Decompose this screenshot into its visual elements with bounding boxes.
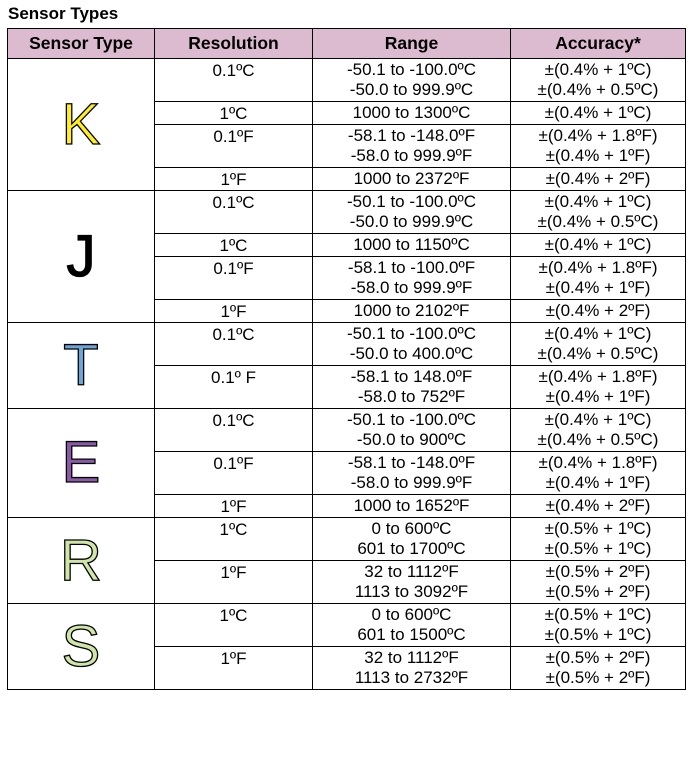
range-line: -50.0 to 400.0ºC bbox=[349, 344, 474, 363]
range-cell bbox=[313, 323, 511, 366]
resolution-cell: 1ºF bbox=[155, 561, 313, 604]
table-row bbox=[8, 59, 686, 102]
range-line: 1113 to 3092ºF bbox=[354, 582, 469, 601]
accuracy-cell bbox=[511, 300, 686, 323]
range-line: -58.0 to 999.9ºF bbox=[350, 473, 473, 492]
accuracy-cell bbox=[511, 191, 686, 234]
accuracy-line: ±(0.5% + 1ºC) bbox=[544, 625, 652, 644]
accuracy-cell bbox=[511, 168, 686, 191]
header-sensor-type: Sensor Type bbox=[8, 29, 155, 59]
range-line: -50.1 to -100.0ºC bbox=[346, 410, 477, 429]
range-line: -50.1 to -100.0ºC bbox=[346, 60, 477, 79]
accuracy-line: ±(0.4% + 1.8ºF) bbox=[538, 367, 658, 386]
resolution-cell: 0.1º F bbox=[155, 366, 313, 409]
accuracy-line: ±(0.4% + 1ºF) bbox=[545, 387, 651, 406]
sensor-type-cell bbox=[8, 59, 155, 191]
table-row bbox=[8, 518, 686, 561]
range-cell bbox=[313, 518, 511, 561]
range-line: 0 to 600ºC bbox=[371, 605, 452, 624]
table-row bbox=[8, 323, 686, 366]
range-line: -58.1 to -148.0ºF bbox=[347, 453, 476, 472]
range-line: -50.0 to 999.9ºC bbox=[349, 80, 474, 99]
resolution-cell: 1ºF bbox=[155, 647, 313, 690]
range-line: -58.1 to -148.0ºF bbox=[347, 126, 476, 145]
sensor-type-cell bbox=[8, 604, 155, 690]
accuracy-cell bbox=[511, 323, 686, 366]
range-line: 1000 to 2102ºF bbox=[353, 301, 470, 320]
range-line: 32 to 1112ºF bbox=[364, 562, 459, 581]
resolution-cell: 1ºF bbox=[155, 495, 313, 518]
sensor-types-table bbox=[7, 28, 686, 690]
accuracy-cell bbox=[511, 234, 686, 257]
accuracy-line: ±(0.4% + 1.8ºF) bbox=[538, 126, 658, 145]
accuracy-line: ±(0.5% + 1ºC) bbox=[544, 519, 652, 538]
accuracy-line: ±(0.4% + 2ºF) bbox=[545, 301, 651, 320]
resolution-cell: 0.1ºC bbox=[155, 59, 313, 102]
accuracy-cell bbox=[511, 366, 686, 409]
accuracy-line: ±(0.4% + 2ºF) bbox=[545, 169, 651, 188]
accuracy-line: ±(0.5% + 2ºF) bbox=[545, 668, 651, 687]
resolution-cell: 0.1ºC bbox=[155, 191, 313, 234]
accuracy-line: ±(0.4% + 1ºF) bbox=[545, 473, 651, 492]
range-line: -50.0 to 999.9ºC bbox=[349, 212, 474, 231]
range-cell bbox=[313, 168, 511, 191]
accuracy-line: ±(0.4% + 1ºC) bbox=[544, 235, 652, 254]
sensor-type-letter: S bbox=[61, 613, 101, 679]
sensor-type-cell bbox=[8, 323, 155, 409]
accuracy-line: ±(0.4% + 1ºF) bbox=[545, 278, 651, 297]
range-cell bbox=[313, 125, 511, 168]
accuracy-line: ±(0.4% + 1ºC) bbox=[544, 103, 652, 122]
accuracy-line: ±(0.4% + 0.5ºC) bbox=[537, 212, 659, 231]
resolution-cell: 1ºC bbox=[155, 102, 313, 125]
range-line: 601 to 1700ºC bbox=[357, 539, 466, 558]
accuracy-line: ±(0.4% + 1ºC) bbox=[544, 410, 652, 429]
accuracy-cell bbox=[511, 647, 686, 690]
range-line: 32 to 1112ºF bbox=[364, 648, 459, 667]
range-cell bbox=[313, 604, 511, 647]
accuracy-line: ±(0.4% + 2ºF) bbox=[545, 496, 651, 515]
header-range: Range bbox=[313, 29, 511, 59]
accuracy-cell bbox=[511, 604, 686, 647]
range-cell bbox=[313, 257, 511, 300]
range-line: 1000 to 1150ºC bbox=[353, 235, 470, 254]
range-line: 1113 to 2732ºF bbox=[354, 668, 469, 687]
range-line: 1000 to 1652ºF bbox=[353, 496, 470, 515]
accuracy-line: ±(0.5% + 1ºC) bbox=[544, 539, 652, 558]
sensor-type-letter: R bbox=[60, 527, 102, 593]
range-line: 0 to 600ºC bbox=[371, 519, 452, 538]
header-accuracy: Accuracy* bbox=[511, 29, 686, 59]
accuracy-line: ±(0.4% + 1.8ºF) bbox=[538, 258, 658, 277]
range-cell bbox=[313, 366, 511, 409]
accuracy-line: ±(0.5% + 2ºF) bbox=[545, 562, 651, 581]
resolution-cell: 0.1ºF bbox=[155, 125, 313, 168]
range-cell bbox=[313, 409, 511, 452]
sensor-type-cell bbox=[8, 191, 155, 323]
sensor-type-letter: T bbox=[63, 332, 99, 398]
header-row bbox=[8, 29, 686, 59]
table-row bbox=[8, 191, 686, 234]
accuracy-cell bbox=[511, 409, 686, 452]
accuracy-line: ±(0.4% + 1ºC) bbox=[544, 324, 652, 343]
sensor-type-cell bbox=[8, 518, 155, 604]
resolution-cell: 1ºC bbox=[155, 234, 313, 257]
accuracy-cell bbox=[511, 452, 686, 495]
accuracy-line: ±(0.4% + 1ºC) bbox=[544, 60, 652, 79]
range-line: -58.0 to 752ºF bbox=[357, 387, 466, 406]
header-resolution: Resolution bbox=[155, 29, 313, 59]
accuracy-line: ±(0.4% + 1ºF) bbox=[545, 146, 651, 165]
sensor-type-letter: E bbox=[61, 430, 101, 495]
table-row bbox=[8, 604, 686, 647]
range-line: -58.1 to 148.0ºF bbox=[350, 367, 473, 386]
range-line: 1000 to 1300ºC bbox=[352, 103, 471, 122]
range-cell bbox=[313, 561, 511, 604]
range-line: -58.1 to -100.0ºF bbox=[347, 258, 476, 277]
range-cell bbox=[313, 300, 511, 323]
sensor-type-letter: J bbox=[66, 223, 96, 289]
accuracy-line: ±(0.4% + 1ºC) bbox=[544, 192, 652, 211]
accuracy-line: ±(0.4% + 0.5ºC) bbox=[537, 430, 659, 449]
sensor-type-letter: K bbox=[61, 91, 101, 157]
accuracy-line: ±(0.4% + 1.8ºF) bbox=[538, 453, 658, 472]
range-line: 601 to 1500ºC bbox=[357, 625, 466, 644]
range-line: -50.1 to -100.0ºC bbox=[346, 192, 477, 211]
accuracy-line: ±(0.5% + 2ºF) bbox=[545, 582, 651, 601]
accuracy-cell bbox=[511, 125, 686, 168]
accuracy-cell bbox=[511, 102, 686, 125]
accuracy-line: ±(0.5% + 2ºF) bbox=[545, 648, 651, 667]
range-cell bbox=[313, 452, 511, 495]
resolution-cell: 0.1ºC bbox=[155, 323, 313, 366]
accuracy-cell bbox=[511, 518, 686, 561]
resolution-cell: 1ºC bbox=[155, 604, 313, 647]
resolution-cell: 1ºC bbox=[155, 518, 313, 561]
range-cell bbox=[313, 191, 511, 234]
range-line: 1000 to 2372ºF bbox=[353, 169, 470, 188]
range-line: -50.0 to 900ºC bbox=[356, 430, 467, 449]
range-line: -58.0 to 999.9ºF bbox=[350, 278, 473, 297]
sensor-type-cell bbox=[8, 409, 155, 518]
accuracy-cell bbox=[511, 561, 686, 604]
table-body bbox=[8, 59, 686, 690]
accuracy-line: ±(0.4% + 0.5ºC) bbox=[537, 344, 659, 363]
range-cell bbox=[313, 647, 511, 690]
range-cell bbox=[313, 495, 511, 518]
table-row bbox=[8, 409, 686, 452]
resolution-cell: 0.1ºF bbox=[155, 452, 313, 495]
range-cell bbox=[313, 59, 511, 102]
accuracy-cell bbox=[511, 59, 686, 102]
accuracy-line: ±(0.5% + 1ºC) bbox=[544, 605, 652, 624]
range-cell bbox=[313, 234, 511, 257]
resolution-cell: 0.1ºC bbox=[155, 409, 313, 452]
range-line: -58.0 to 999.9ºF bbox=[350, 146, 473, 165]
resolution-cell: 0.1ºF bbox=[155, 257, 313, 300]
range-cell bbox=[313, 102, 511, 125]
resolution-cell: 1ºF bbox=[155, 168, 313, 191]
range-line: -50.1 to -100.0ºC bbox=[346, 324, 477, 343]
accuracy-cell bbox=[511, 257, 686, 300]
resolution-cell: 1ºF bbox=[155, 300, 313, 323]
accuracy-line: ±(0.4% + 0.5ºC) bbox=[537, 80, 659, 99]
accuracy-cell bbox=[511, 495, 686, 518]
page-title: Sensor Types bbox=[8, 4, 119, 23]
